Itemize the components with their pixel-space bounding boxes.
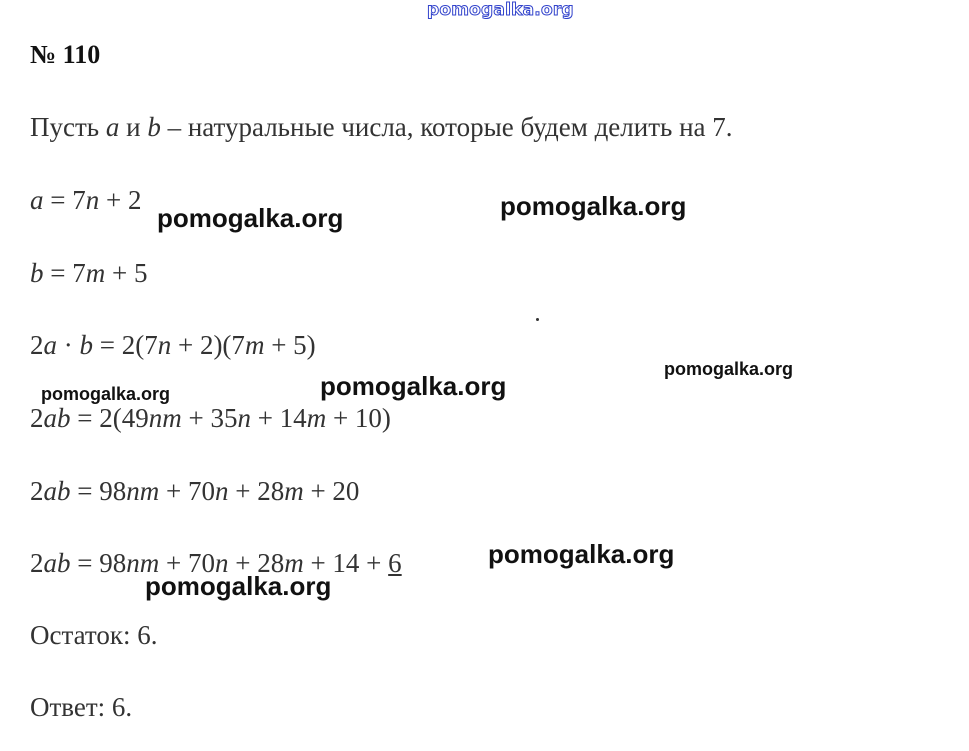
watermark: pomogalka.org	[320, 371, 507, 401]
var: n	[214, 476, 229, 506]
expr-part: + 10)	[326, 403, 391, 433]
expr-part: + 5	[105, 258, 148, 288]
var: ab	[43, 403, 71, 433]
expr-part: = 2(7	[93, 330, 158, 360]
expr-part: 2	[30, 548, 44, 578]
expr-part: = 7	[43, 258, 86, 288]
expr-part: 2	[30, 330, 44, 360]
b-expression	[30, 258, 147, 289]
step-3	[30, 476, 359, 507]
var: n	[85, 185, 100, 215]
speck	[536, 318, 539, 321]
var-b: b	[147, 112, 161, 142]
answer-line: Ответ: 6.	[30, 692, 133, 722]
watermark: pomogalka.org	[157, 203, 344, 233]
intro-text-3: – натуральные числа, которые будем делить на 7.	[160, 112, 733, 142]
var: a	[43, 330, 57, 360]
expr-part: + 20	[303, 476, 360, 506]
step-1	[30, 330, 316, 361]
expr-part: + 2	[99, 185, 142, 215]
expr-part: + 5)	[264, 330, 316, 360]
expr-part: = 2(49	[70, 403, 149, 433]
var: nm	[126, 548, 160, 578]
expr-part: + 14	[250, 403, 307, 433]
var: a	[30, 185, 44, 215]
intro-line	[30, 112, 733, 143]
expr-part: = 98	[70, 548, 127, 578]
watermark: pomogalka.org	[41, 384, 171, 404]
intro-text-2: и	[119, 112, 148, 142]
expr-part: + 70	[159, 548, 215, 578]
expr-part: + 28	[228, 476, 285, 506]
var: nm	[148, 403, 182, 433]
remainder-underlined: 6	[388, 548, 402, 578]
var: m	[85, 258, 106, 288]
remainder-line: Остаток: 6.	[30, 620, 158, 650]
watermark: pomogalka.org	[500, 191, 687, 221]
expr-part: 2	[30, 403, 44, 433]
var: m	[284, 476, 304, 506]
expr-part: = 7	[43, 185, 86, 215]
expr-part: + 14 +	[303, 548, 389, 578]
var: ab	[43, 548, 71, 578]
var: n	[214, 548, 229, 578]
a-expression	[30, 185, 141, 216]
expr-part: ·	[57, 330, 80, 360]
header-watermark: pomogalka.org	[427, 0, 574, 20]
var: b	[79, 330, 93, 360]
var: m	[284, 548, 304, 578]
var: b	[30, 258, 44, 288]
var: m	[244, 330, 265, 360]
intro-text-1: Пусть	[30, 112, 106, 142]
expr-part: + 35	[181, 403, 238, 433]
var: n	[157, 330, 172, 360]
step-2	[30, 403, 391, 434]
expr-part: = 98	[70, 476, 127, 506]
var: m	[306, 403, 327, 433]
watermark: pomogalka.org	[145, 571, 332, 601]
watermark: pomogalka.org	[664, 359, 794, 379]
expr-part: + 28	[228, 548, 285, 578]
var: nm	[126, 476, 160, 506]
problem-number: № 110	[30, 40, 101, 69]
watermark: pomogalka.org	[488, 539, 675, 569]
expr-part: + 2)(7	[171, 330, 245, 360]
var-a: a	[105, 112, 120, 142]
expr-part: + 70	[159, 476, 215, 506]
expr-part: 2	[30, 476, 44, 506]
var: n	[237, 403, 251, 433]
var: ab	[43, 476, 71, 506]
